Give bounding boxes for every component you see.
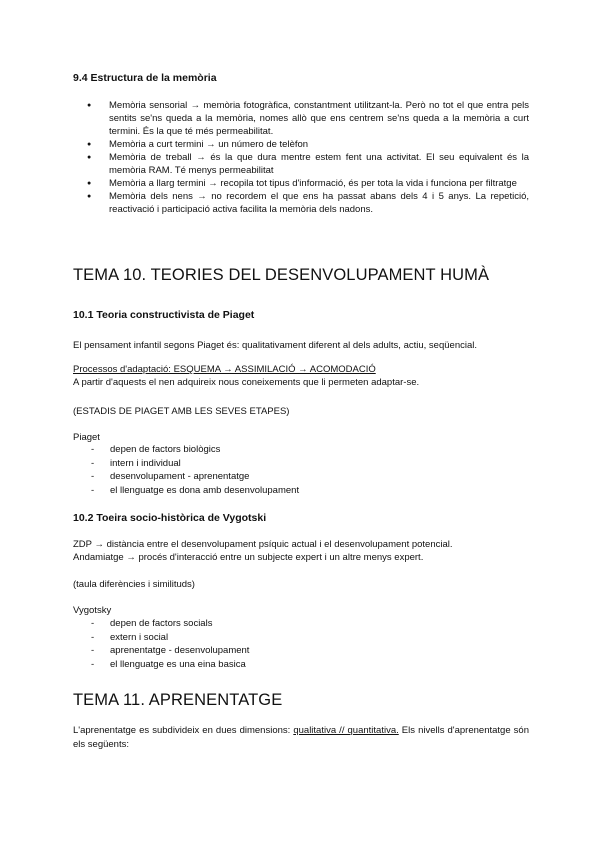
list-item: - desenvolupament - aprenentatge <box>73 470 299 484</box>
list-item: - depen de factors socials <box>73 617 249 631</box>
vygotsky-label: Vygotsky <box>73 605 112 616</box>
section-heading-10-1: 10.1 Teoria constructivista de Piaget <box>73 309 255 321</box>
adaptation-paragraph: A partir d'aquests el nen adquireix nous coneixements que li permeten adaptar-se. <box>73 377 420 388</box>
memory-structure-list <box>73 99 529 216</box>
list-item: - extern i social <box>73 631 249 645</box>
learning-paragraph: L'aprenentatge es subdivideix en dues dimensions: qualitativa // quantitativa. Els nivells d'aprenentatge són els següents: <box>73 725 529 750</box>
piaget-list <box>73 443 299 497</box>
list-item: - el llenguatge es dona amb desenvolupament <box>73 484 299 498</box>
list-item: ● Memòria sensorial → memòria fotogràfica, constantment utilitzant-la. Però no tot el que entra pels sentits se'ns queda a la memòria, nomes allò que ens centrem se'ns queda a la memòria a curt termini. És la que té més permeabilitat. <box>73 99 529 138</box>
zdp-paragraph: ZDP → distància entre el desenvolupament psíquic actual i el desenvolupament potencial. <box>73 539 453 550</box>
list-item: - depen de factors biològics <box>73 443 299 457</box>
list-item: - aprenentatge - desenvolupament <box>73 644 249 658</box>
list-item: ● Memòria a llarg termini → recopila tot tipus d'informació, és per tota la vida i funciona per filtratge <box>73 177 529 190</box>
tema-10-title: TEMA 10. TEORIES DEL DESENVOLUPAMENT HUMÀ <box>73 266 490 284</box>
piaget-stages-note: (ESTADIS DE PIAGET AMB LES SEVES ETAPES) <box>73 406 290 417</box>
table-note: (taula diferències i similituds) <box>73 579 195 590</box>
piaget-label: Piaget <box>73 432 100 443</box>
list-item: ● Memòria de treball → és la que dura mentre estem fent una activitat. El seu equivalent és la memòria RAM. Té menys permeabilitat <box>73 151 529 177</box>
dimensions-underlined: qualitativa // quantitativa. <box>293 725 399 736</box>
tema-11-title: TEMA 11. APRENENTATGE <box>73 691 283 709</box>
piaget-paragraph: El pensament infantil segons Piaget és: qualitativament diferent al dels adults, actiu, seqüencial. <box>73 340 477 351</box>
list-item: ● Memòria dels nens → no recordem el que ens ha passat abans dels 4 i 5 anys. La repetició, reactivació i participació activa facilita la memòria dels nadons. <box>73 190 529 216</box>
section-heading-10-2: 10.2 Toeira socio-històrica de Vygotski <box>73 512 267 524</box>
list-item: ● Memòria a curt termini → un número de telèfon <box>73 138 529 151</box>
adaptation-processes: Processos d'adaptació: ESQUEMA → ASSIMILACIÓ → ACOMODACIÓ <box>73 364 376 375</box>
vygotsky-list <box>73 617 249 671</box>
list-item: - el llenguatge es una eina basica <box>73 658 249 672</box>
section-heading-9-4: 9.4 Estructura de la memòria <box>73 72 217 84</box>
andamiatge-paragraph: Andamiatge → procés d'interacció entre un subjecte expert i un altre menys expert. <box>73 552 424 563</box>
list-item: - intern i individual <box>73 457 299 471</box>
